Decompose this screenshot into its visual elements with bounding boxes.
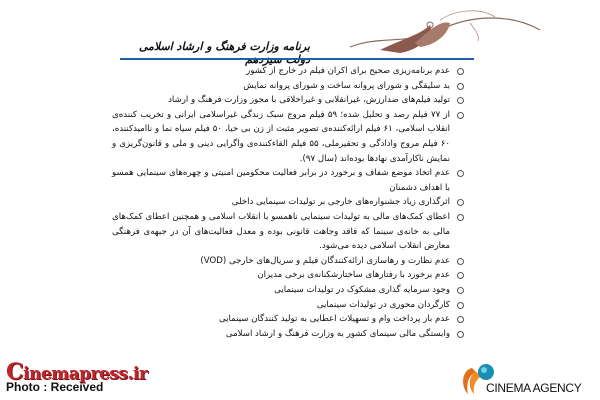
- list-item: [112, 283, 464, 298]
- bullet-icon: [457, 199, 464, 206]
- list-item-text: عدم اتخاذ موضع شفاف و برخورد در برابر فعالیت محکومین امنیتی و چهره‌های سینمایی همسو با اهداف دشمنان: [112, 168, 450, 193]
- bullet-icon: [457, 287, 464, 294]
- decorative-ornament: [320, 5, 550, 57]
- bullet-icon: [457, 83, 464, 90]
- list-item: [112, 210, 464, 254]
- list-item: [112, 79, 464, 94]
- page-title: برنامه وزارت فرهنگ و ارشاد اسلامی: [138, 40, 310, 53]
- agency-name: CINEMA AGENCY: [486, 381, 582, 395]
- bullet-icon: [457, 214, 464, 221]
- list-item: [112, 327, 464, 342]
- list-item-text: وابستگی مالی سینمای کشور به وزارت فرهنگ و ارشاد اسلامی: [225, 328, 450, 339]
- list-item-text: تولید فیلم‌های ضدارزش، غیرانقلابی و غیراخلاقی با مجوز وزارت فرهنگ و ارشاد: [168, 95, 450, 106]
- list-item-text: عدم باز پرداخت وام و تسهیلات اعطایی به تولید کنندگان سینمایی: [218, 314, 450, 325]
- list-item-text: عدم برنامه‌ریزی صحیح برای اکران فیلم در خارج از کشور: [246, 66, 450, 76]
- list-item: [112, 93, 464, 108]
- bullet-icon: [457, 302, 464, 309]
- list-item-text: بد سلیقگی و شورای پروانه ساخت و شورای پروانه نمایش: [243, 80, 450, 91]
- bullet-icon: [457, 272, 464, 279]
- list-item: [112, 108, 464, 166]
- bullet-icon: [457, 316, 464, 323]
- bullet-icon: [457, 170, 464, 177]
- bullet-icon: [457, 97, 464, 104]
- list-item-text: کارگردان محوری در تولیدات سینمایی: [316, 299, 450, 310]
- list-item: [112, 166, 464, 195]
- list-item-text: اثرگذاری زیاد جشنواره‌های خارجی بر تولیدات سینمایی داخلی: [231, 197, 450, 208]
- list-item: [112, 268, 464, 283]
- photo-credit: Photo : Received: [6, 380, 104, 394]
- list-item-text: اعطای کمک‌های مالی به تولیدات سینمایی ناهمسو با انقلاب اسلامی و همچنین اعطای کمک‌های مالی به خانه‌ی سینما که فاقد وجاهت قانونی بوده و معدل فعالیت‌های آن در جبهه‌ی فرهنگی معارض انقلاب اسلامی دیده می‌شود.: [112, 211, 450, 252]
- bullet-icon: [457, 112, 464, 119]
- list-item: [112, 195, 464, 210]
- bullet-icon: [457, 331, 464, 338]
- list-item: [112, 312, 464, 327]
- watermark-text: inemapress.ir: [23, 364, 148, 384]
- list-item-text: از ۷۷ فیلم رصد و تحلیل شده؛ ۵۹ فیلم مروج سبک زندگی غیراسلامی ایرانی و تخریب کننده‌ی انقلاب اسلامی، ۶۱ فیلم ارائه‌کننده‌ی تصویر مثبت از زن بی حیا، ۵۰ فیلم سیاه نما و ناامیدکننده، ۶۰ فیلم مروج وادادگی و تحقیرملی، ۵۵ فیلم القاءکننده‌ی واگرایی دینی و ملی و قانون‌گریزی و نمایش ناکارآمدی نهادها بوده‌اند (سال ۹۷).: [112, 109, 451, 164]
- list-item: [112, 298, 464, 313]
- title-divider: [120, 58, 474, 60]
- issues-list: [112, 64, 464, 341]
- list-item-text: عدم نظارت و رهاسازی ارائه‌کنندگان فیلم و سریال‌های خارجی (VOD): [200, 255, 450, 266]
- list-item: [112, 254, 464, 269]
- bullet-icon: [457, 258, 464, 265]
- list-item-text: عدم برخورد با رفتارهای ساختارشکنانه‌ی برخی مدیران: [257, 270, 450, 281]
- list-item: [112, 64, 464, 79]
- bullet-icon: [457, 68, 464, 75]
- watermark-initial: C: [6, 359, 24, 385]
- list-item-text: وجود سرمایه گذاری مشکوک در تولیدات سینمایی: [274, 284, 450, 295]
